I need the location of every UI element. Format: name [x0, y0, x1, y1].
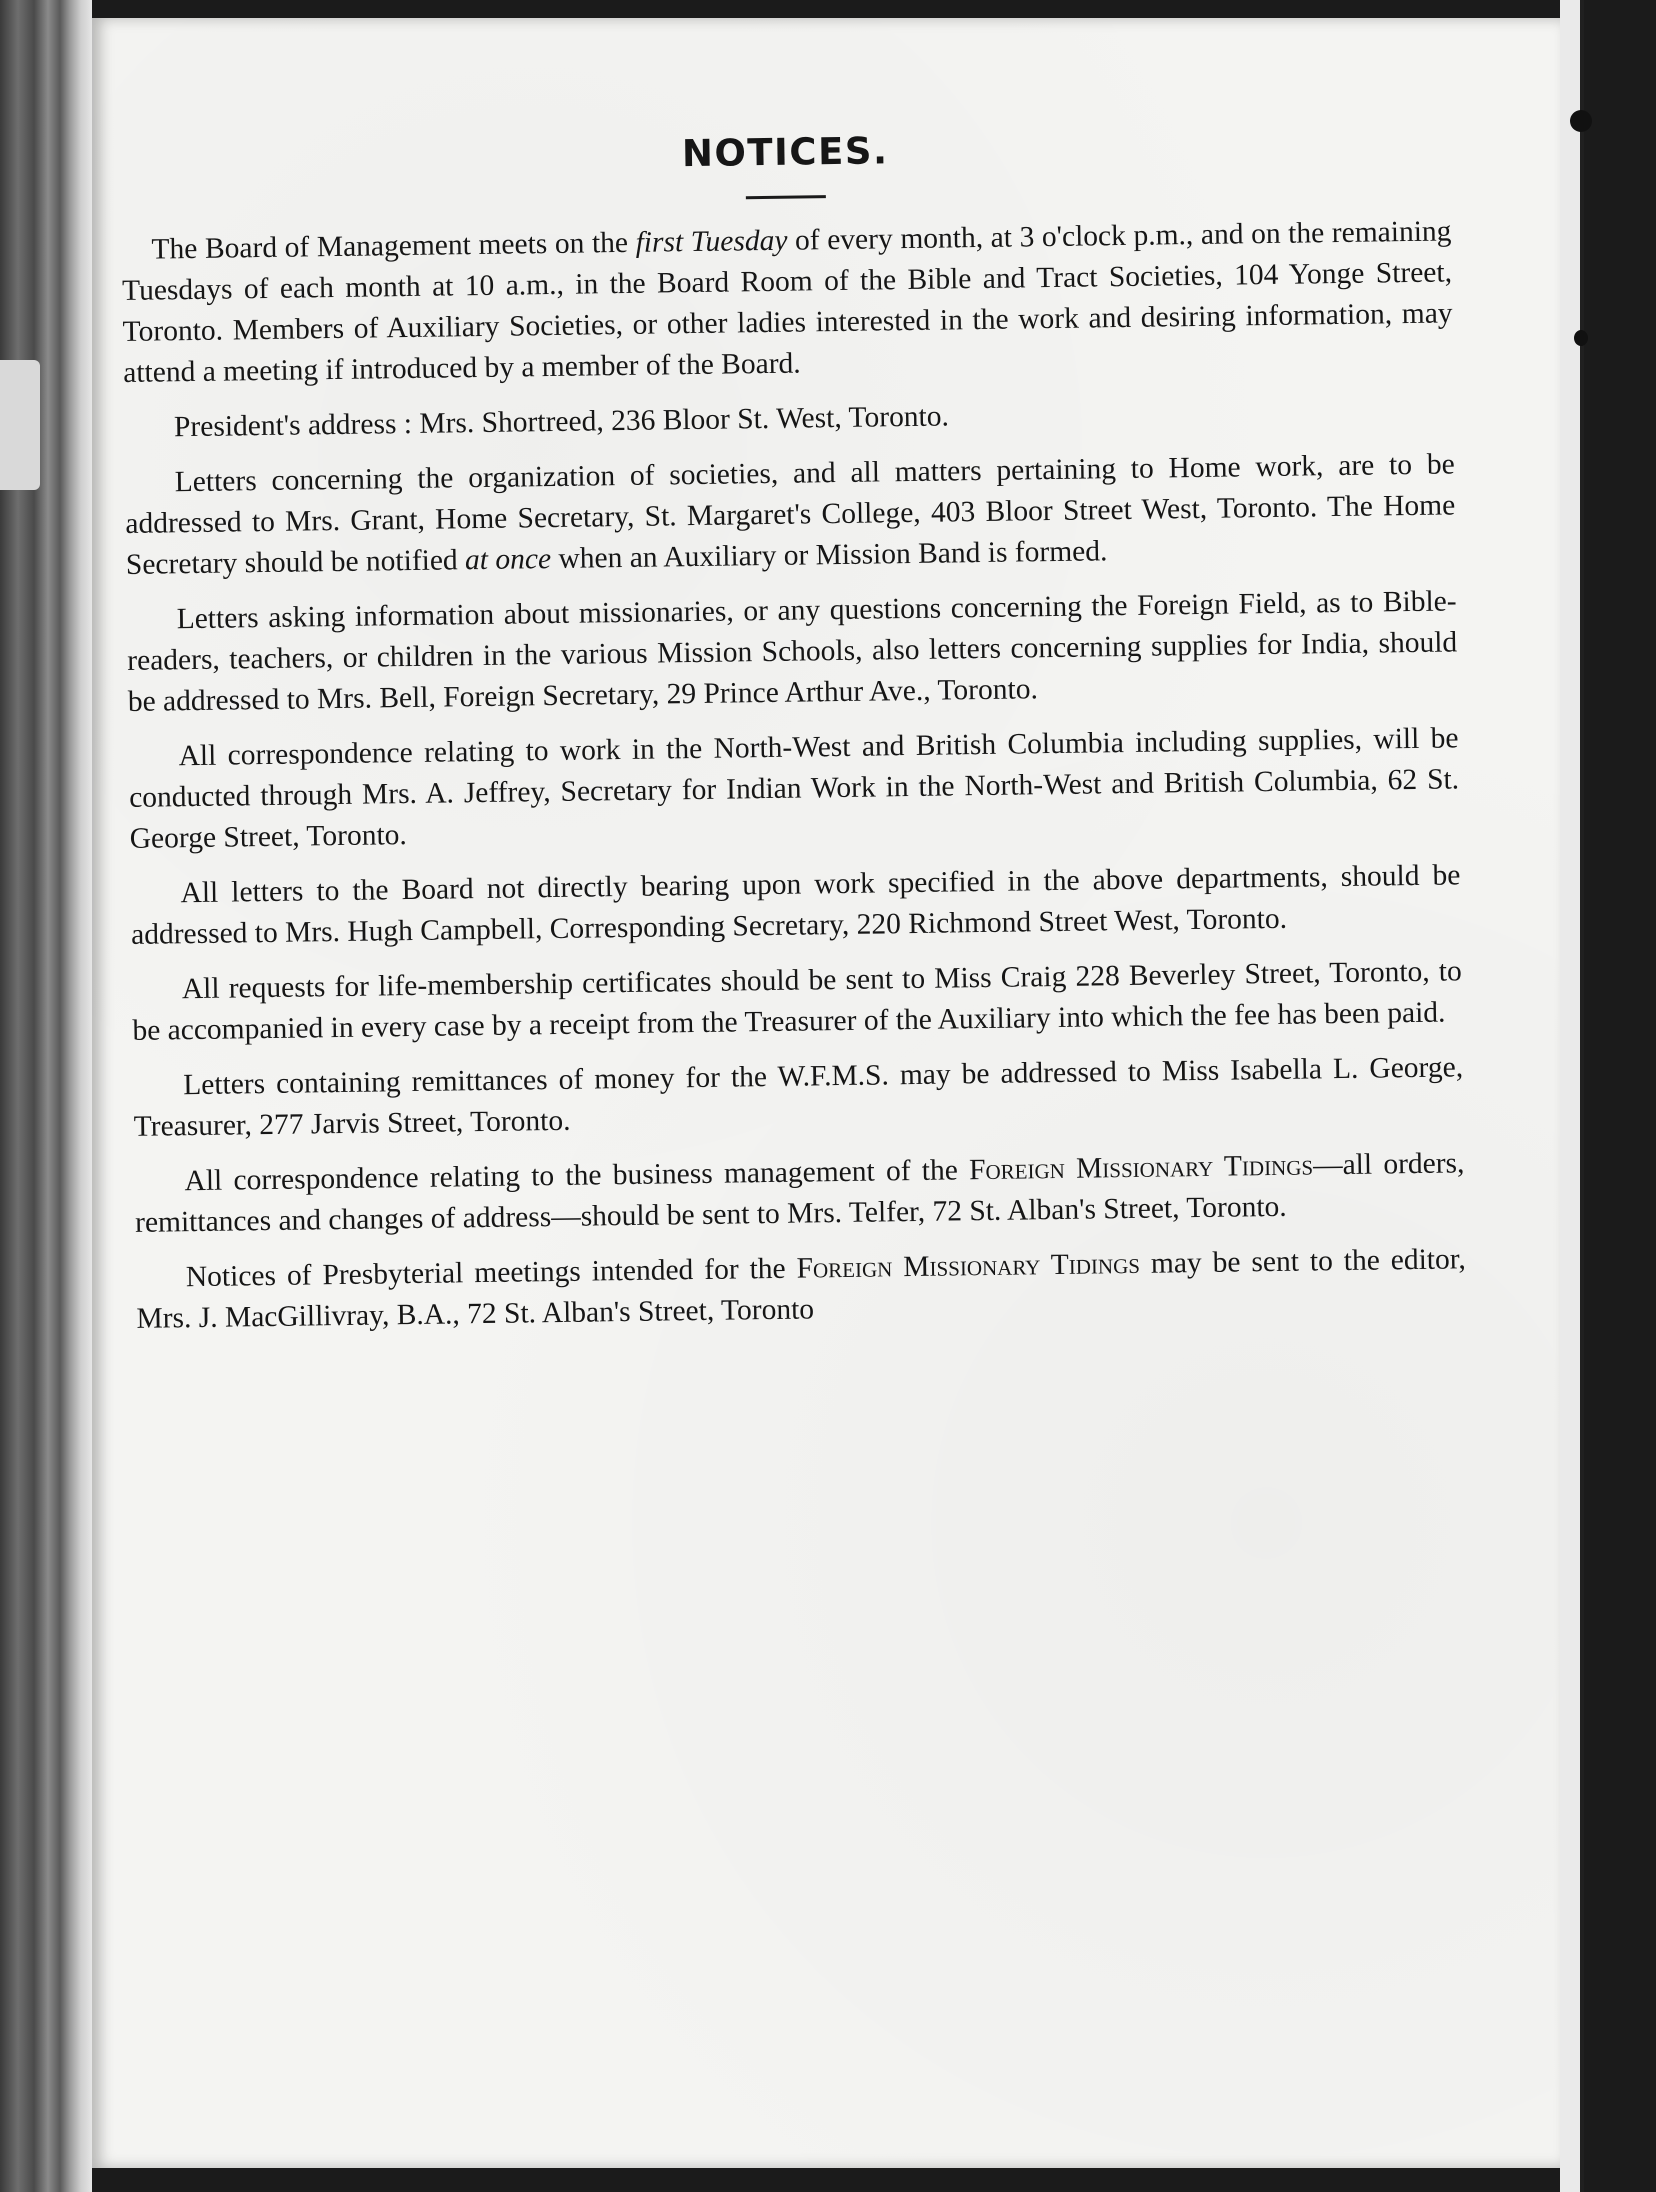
text-segment: —all orders, remittances and changes of address—should be sent to Mrs. Telfer, 72 St. Alban's Street, Toronto. [134, 1147, 1465, 1239]
text-segment: Letters containing remittances of money for the W.F.M.S. may be addressed to Miss Isabella L. George, Treasurer, 277 Jarvis Street, Toronto. [133, 1051, 1464, 1143]
paragraph-president-address [124, 389, 1454, 449]
italic-segment: at once [464, 543, 552, 577]
paragraph-life-membership [132, 951, 1463, 1052]
paragraph-business-management [134, 1143, 1465, 1244]
binding-hole [1570, 110, 1592, 132]
text-segment: All letters to the Board not directly bearing upon work specified in the above departments, should be addressed to Mrs. Hugh Campbell, Corresponding Secretary, 220 Richmond Street West, Toronto. [130, 859, 1461, 951]
paragraph-remittances [133, 1047, 1464, 1148]
paragraph-home-work [125, 444, 1457, 586]
text-segment: may be sent to the editor, Mrs. J. MacGillivray, B.A., 72 St. Alban's Street, Toronto [136, 1243, 1466, 1335]
page-tab [0, 360, 40, 490]
paragraph-board-meetings [121, 211, 1453, 394]
right-page-strip [1560, 0, 1580, 2192]
text-segment: President's address : Mrs. Shortreed, 236 Bloor St. West, Toronto. [173, 400, 950, 444]
notices-content [120, 121, 1467, 1353]
right-border-line [1580, 0, 1584, 2192]
text-segment: when an Auxiliary or Mission Band is formed. [550, 535, 1108, 576]
book-spine [0, 0, 70, 2192]
binding-hole [1574, 330, 1588, 346]
smallcaps-segment: Foreign Missionary Tidings [968, 1149, 1314, 1187]
italic-segment: first Tuesday [635, 224, 788, 259]
text-segment: All correspondence relating to work in the North-West and British Columbia including supplies, will be conducted through Mrs. A. Jeffrey, Secretary for Indian Work in the North-West and British Columbia, 62 St. George Street, Toronto. [128, 722, 1460, 855]
page-title: NOTICES. [681, 129, 889, 176]
paragraph-north-west [128, 718, 1460, 860]
text-segment: All requests for life-membership certificates should be sent to Miss Craig 228 Beverley Street, Toronto, to be accompanied in every case by a receipt from the Treasurer of the Auxiliary into which the fee has been paid. [132, 955, 1462, 1047]
smallcaps-segment: Foreign Missionary Tidings [796, 1247, 1141, 1285]
text-segment: Notices of Presbyterial meetings intended for the [185, 1252, 797, 1294]
title-rule [746, 195, 826, 199]
text-segment: The Board of Management meets on the [151, 226, 636, 266]
paragraph-foreign-field [126, 581, 1458, 723]
text-segment: Letters asking information about missionaries, or any questions concerning the Foreign Field, as to Bible-readers, teachers, or children in the various Mission Schools, also letters concerning supplies for India, should be addressed to Mrs. Bell, Foreign Secretary, 29 Prince Arthur Ave., Toronto. [127, 585, 1458, 718]
text-segment: All correspondence relating to the business management of the [184, 1154, 970, 1198]
text-segment: Letters concerning the organization of societies, and all matters pertaining to Home work, are to be addressed to Mrs. Grant, Home Secretary, St. Margaret's College, 403 Bloor Street West, Toronto. The Home Secretary should be notified [125, 448, 1456, 581]
paragraph-board-letters [130, 855, 1461, 956]
text-segment: of every month, at 3 o'clock p.m., and on the remaining Tuesdays of each month at 10 a.m., in the Board Room of the Bible and Tract Societies, 104 Yonge Street, Toronto. Members of Auxiliary Societies, or other ladies interested in the work and desiring information, may attend a meeting if introduced by a member of the Board. [121, 215, 1453, 389]
page-edge [70, 0, 92, 2192]
paragraph-presbyterial-notices [136, 1239, 1467, 1340]
